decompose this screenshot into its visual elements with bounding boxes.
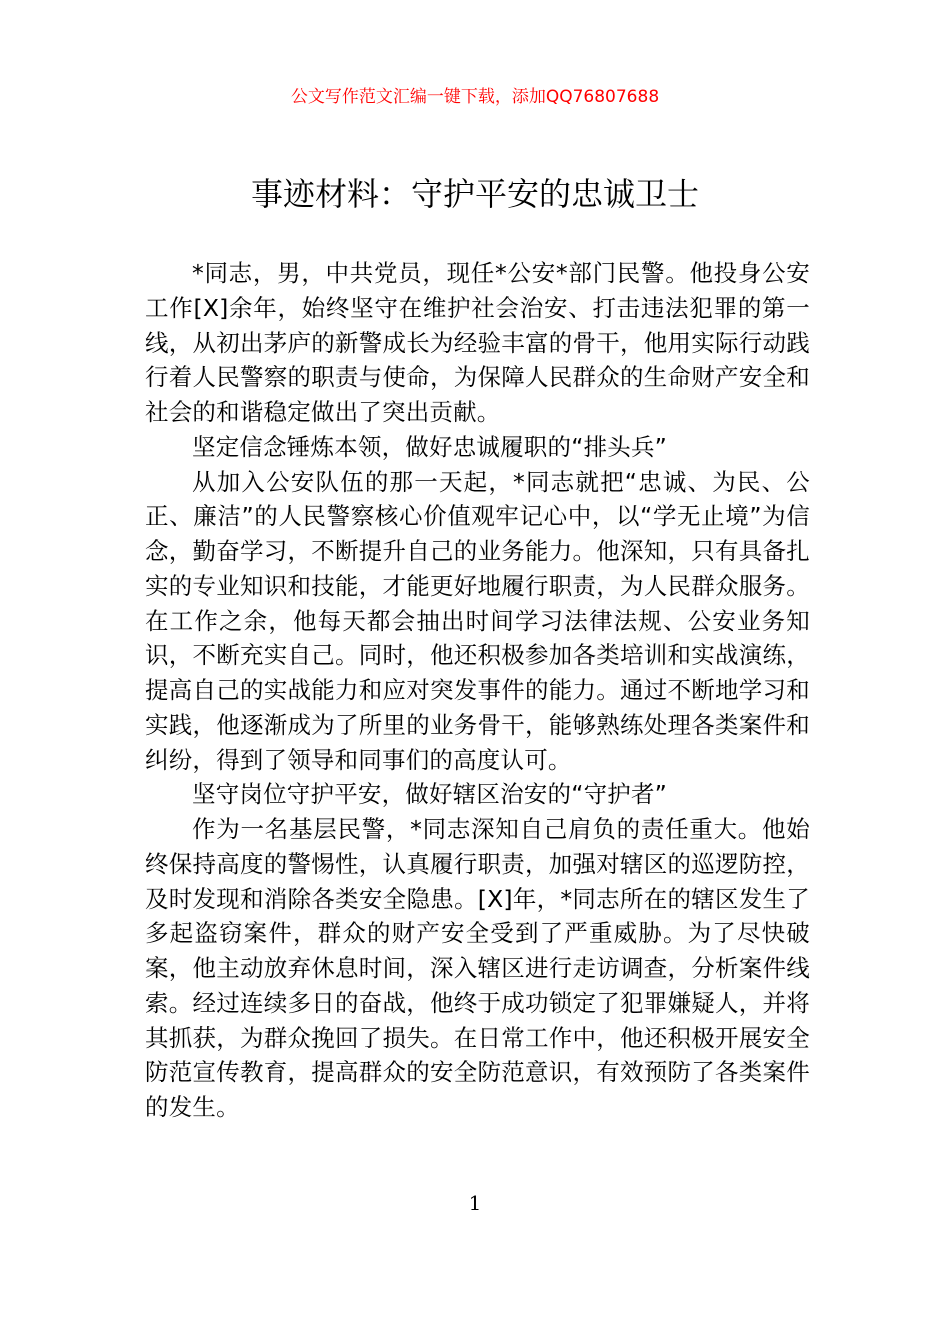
intro-paragraph: *同志，男，中共党员，现任*公安*部门民警。他投身公安工作[X]余年，始终坚守在维护社会治安、打击违法犯罪的第一线，从初出茅庐的新警成长为经验丰富的骨干，他用实际行动践行着人民警察的职责与使命，为保障人民群众的生命财产安全和社会的和谐稳定做出了突出贡献。 xyxy=(145,259,810,426)
download-notice: 公文写作范文汇编一键下载，添加QQ76807688 xyxy=(290,87,660,107)
page-number: 1 xyxy=(468,1191,482,1215)
document-body xyxy=(145,256,810,1125)
section-1-paragraph: 从加入公安队伍的那一天起，*同志就把“忠诚、为民、公正、廉洁”的人民警察核心价值观牢记心中，以“学无止境”为信念，勤奋学习，不断提升自己的业务能力。他深知，只有具备扎实的专业知识和技能，才能更好地履行职责，为人民群众服务。在工作之余，他每天都会抽出时间学习法律法规、公安业务知识，不断充实自己。同时，他还积极参加各类培训和实战演练，提高自己的实战能力和应对突发事件的能力。通过不断地学习和实践，他逐渐成为了所里的业务骨干，能够熟练处理各类案件和纠纷，得到了领导和同事们的高度认可。 xyxy=(145,467,810,774)
section-2-paragraph: 作为一名基层民警，*同志深知自己肩负的责任重大。他始终保持高度的警惕性，认真履行职责，加强对辖区的巡逻防控，及时发现和消除各类安全隐患。[X]年，*同志所在的辖区发生了多起盗窃案件，群众的财产安全受到了严重威胁。为了尽快破案，他主动放弃休息时间，深入辖区进行走访调查，分析案件线索。经过连续多日的奋战，他终于成功锁定了犯罪嫌疑人，并将其抓获，为群众挽回了损失。在日常工作中，他还积极开展安全防范宣传教育，提高群众的安全防范意识，有效预防了各类案件的发生。 xyxy=(145,815,810,1121)
section-heading-2: 坚守岗位守护平安，做好辖区治安的“守护者” xyxy=(192,780,668,809)
section-heading-1: 坚定信念锤炼本领，做好忠诚履职的“排头兵” xyxy=(192,432,668,461)
document-title: 事迹材料：守护平安的忠诚卫士 xyxy=(250,175,699,213)
